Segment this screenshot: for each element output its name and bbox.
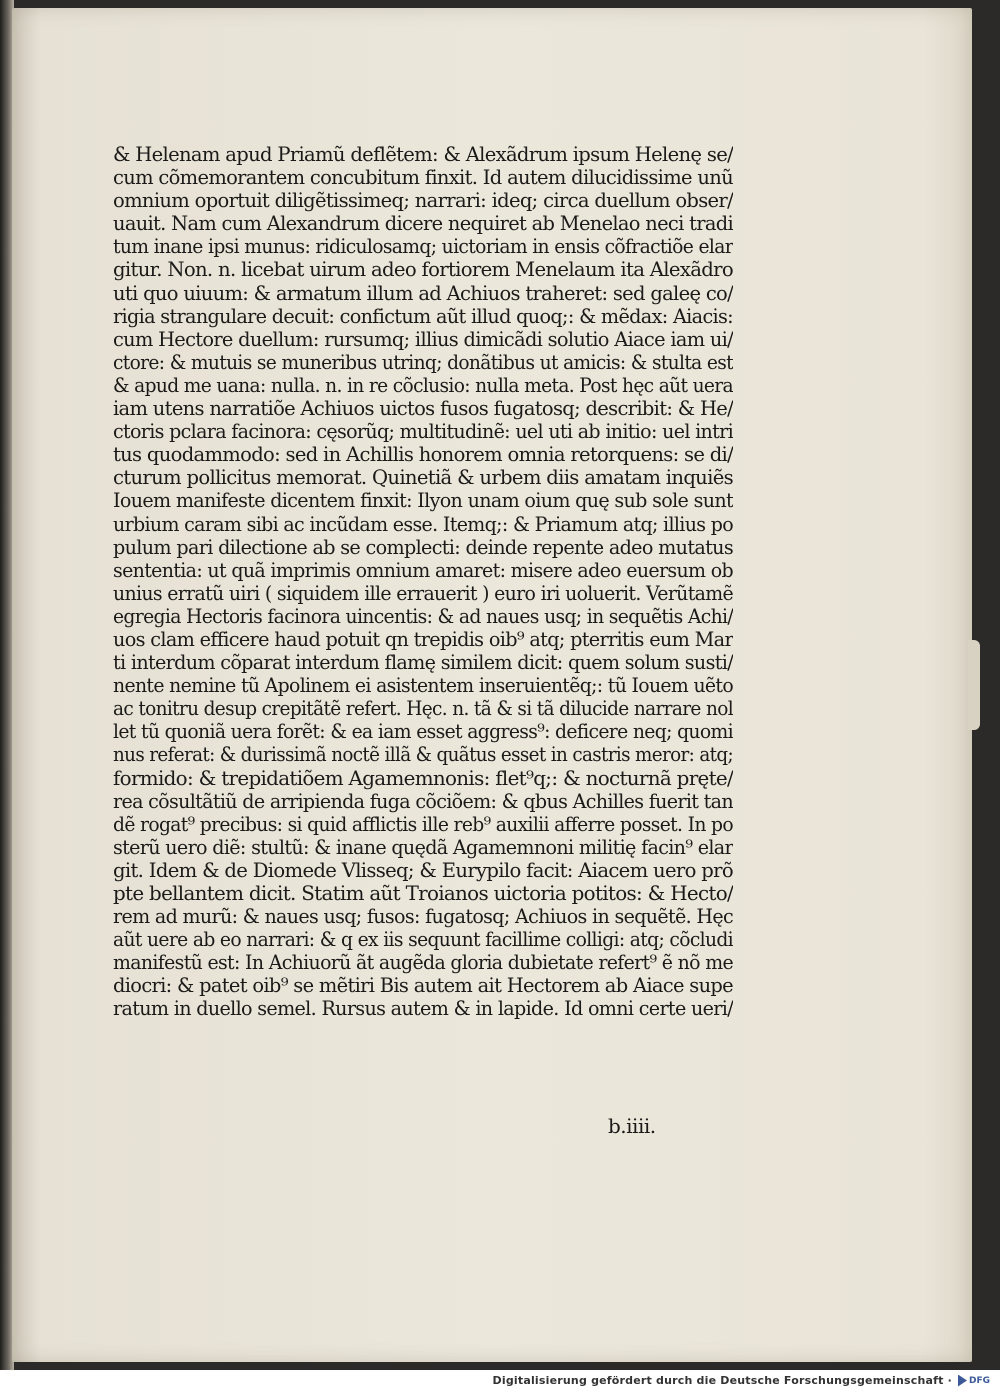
text-line: iam utens narratiõe Achiuos uictos fusos fugatosq; describit: & He/ (113, 397, 733, 421)
text-line: ac tonitru desup crepitãtẽ refert. Hęc. n. tã & si tã dilucide narrare nol (113, 697, 733, 721)
text-line: ctoris pclara facinora: cęsorũq; multitudinẽ: uel uti ab initio: uel intri (113, 420, 733, 444)
text-line: rem ad murũ: & naues usq; fusos: fugatosq; Achiuos in sequẽtẽ. Hęc (113, 905, 733, 929)
text-line: nus referat: & durissimã noctẽ illã & quãtus esset in castris meror: atq; (113, 743, 733, 767)
text-line: Iouem manifeste dicentem finxit: Ilyon unam oium quę sub sole sunt (113, 489, 733, 513)
text-line: uauit. Nam cum Alexandrum dicere nequiret ab Menelao neci tradi (113, 212, 733, 236)
text-line: rea cõsultãtiũ de arripienda fuga cõciõem: & qbus Achilles fuerit tan (113, 789, 733, 813)
signature-mark: b.iiii. (608, 1114, 656, 1138)
text-line: & apud me uana: nulla. n. in re cõclusio: nulla meta. Post hęc aũt uera (113, 373, 733, 397)
text-line: dẽ rogat⁹ precibus: si quid afflictis ille reb⁹ auxilii afferre posset. In po (113, 812, 733, 836)
page-edge-tab (968, 640, 980, 730)
dfg-logo-text: DFG (969, 1375, 991, 1386)
text-line: omnium oportuit diligẽtissimeq; narrari: ideq; circa duellum obser/ (113, 189, 733, 213)
text-line: rigia strangulare decuit: confictum aũt illud quoq;: & mẽdax: Aiacis: (113, 304, 733, 328)
text-line: uos clam efficere haud potuit qn trepidis oib⁹ atq; pterritis eum Mar (113, 627, 733, 651)
text-line: uti quo uiuum: & armatum illum ad Achiuos traheret: sed galeę co/ (113, 281, 733, 305)
text-line: formido: & trepidatiõem Agamemnonis: flet⁹q;: & nocturnã pręte/ (113, 766, 733, 790)
page-text-block (113, 143, 733, 1021)
text-line: tus quodammodo: sed in Achillis honorem omnia retorquens: se di/ (113, 443, 733, 467)
dfg-logo (958, 1373, 992, 1388)
text-line: sententia: ut quã imprimis omnium amaret: misere adeo euersum ob (113, 558, 733, 582)
text-line: diocri: & patet oib⁹ se mẽtiri Bis autem ait Hectorem ab Aiace supe (113, 974, 733, 998)
text-line: pte bellantem dicit. Statim aũt Troianos uictoria potitos: & Hecto/ (113, 882, 733, 905)
text-line: urbium caram sibi ac incũdam esse. Itemq;: & Priamum atq; illius po (113, 512, 733, 536)
dfg-arrow-icon (958, 1375, 967, 1387)
text-line: cturum pollicitus memorat. Quinetiã & urbem diis amatam inquiẽs (113, 466, 733, 490)
text-line: egregia Hectoris facinora uincentis: & ad naues usq; in sequẽtis Achi/ (113, 604, 733, 628)
text-line: manifestũ est: In Achiuorũ ãt augẽda gloria dubietate refert⁹ ẽ nõ me (113, 951, 733, 975)
text-line: ratum in duello semel. Rursus autem & in lapide. Id omni certe ueri/ (113, 997, 733, 1021)
text-line: ti interdum cõparat interdum flamę similem dicit: quem solum susti/ (113, 651, 733, 675)
text-line: tum inane ipsi munus: ridiculosamq; uictoriam in ensis cõfractiõe elar (113, 235, 733, 259)
text-line: git. Idem & de Diomede Vlisseq; & Eurypilo facit: Aiacem uero prõ (113, 858, 733, 882)
text-line: let tũ quoniã uera forẽt: & ea iam esset aggress⁹: deficere neq; quomi (113, 720, 733, 744)
text-line: unius erratũ uiri ( siquidem ille errauerit ) euro iri uoluerit. Verũtamẽ (113, 581, 733, 605)
text-line: gitur. Non. n. licebat uirum adeo fortiorem Menelaum ita Alexãdro (113, 258, 733, 282)
text-line: cum cõmemorantem concubitum finxit. Id autem dilucidissime unũ (113, 166, 733, 190)
text-line: nente nemine tũ Apolinem ei asistentem inseruientẽq;: tũ Iouem uẽto (113, 674, 733, 698)
text-line: sterũ uero diẽ: stultũ: & inane quędã Agamemnoni militię facin⁹ elar (113, 835, 733, 859)
text-line: cum Hectore duellum: rursumq; illius dimicãdi solutio Aiace iam ui/ (113, 327, 733, 351)
text-line: ctore: & mutuis se muneribus utrinq; donãtibus ut amicis: & stulta est (113, 350, 733, 374)
text-line: pulum pari dilectione ab se complecti: deinde repente adeo mutatus (113, 535, 733, 559)
footer-bar (0, 1370, 1000, 1392)
text-line: & Helenam apud Priamũ deflẽtem: & Alexãdrum ipsum Helenę se/ (113, 143, 733, 166)
footer-credit: Digitalisierung gefördert durch die Deutsche Forschungsgemeinschaft · (492, 1374, 952, 1387)
text-line: aũt uere ab eo narrari: & q ex iis sequunt facillime colligi: atq; cõcludi (113, 928, 733, 952)
